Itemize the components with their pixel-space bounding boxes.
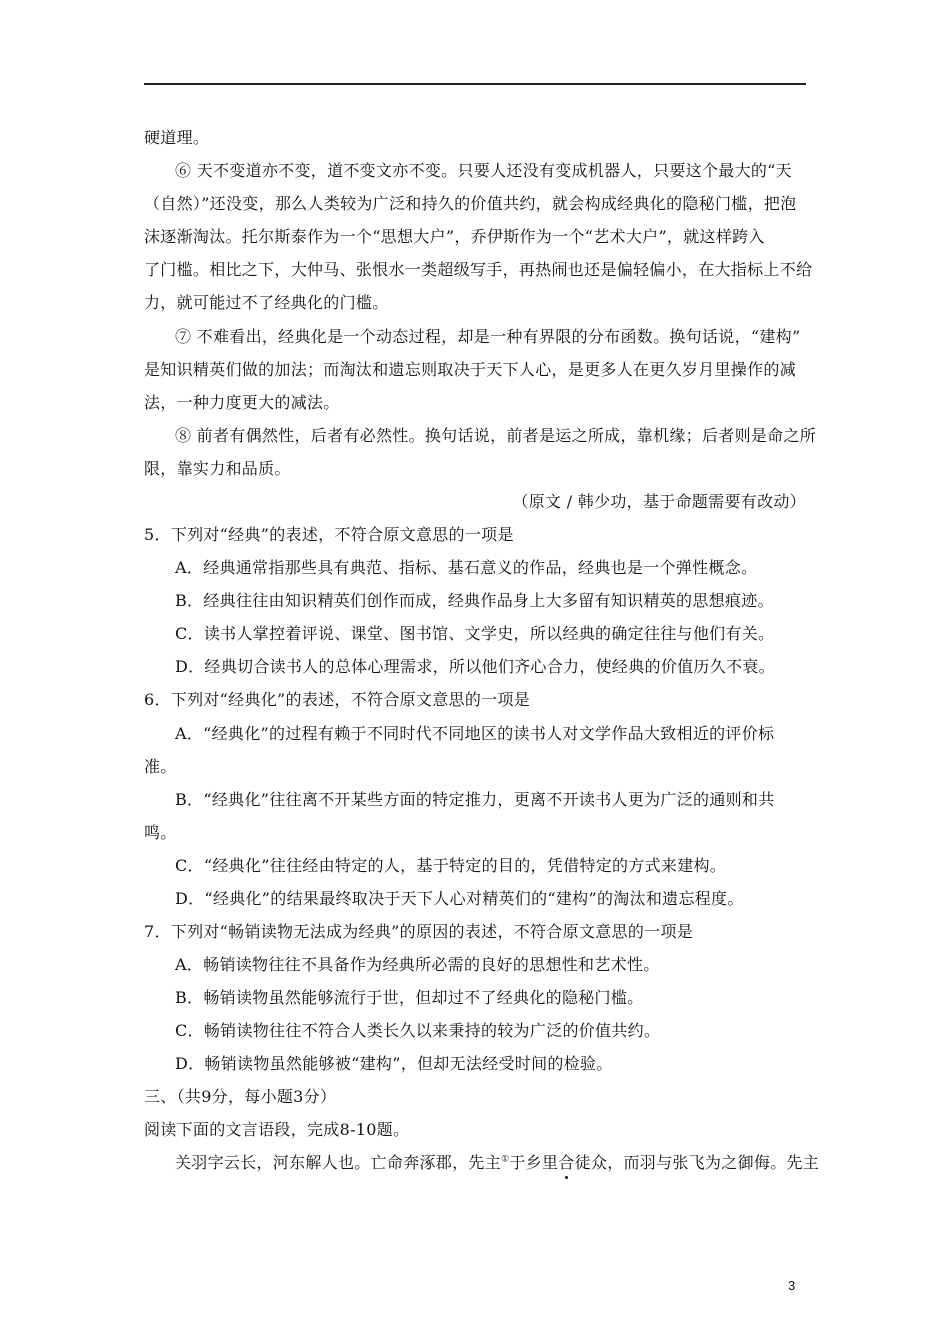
classical-text-line1 <box>175 1153 819 1173</box>
q5-option-a: A．经典通常指那些具有典范、指标、基石意义的作品，经典也是一个弹性概念。 <box>175 558 758 577</box>
q6-option-a-line1: A．“经典化”的过程有赖于不同时代不同地区的读书人对文学作品大致相近的评价标 <box>175 724 775 743</box>
q5-option-d: D．经典切合读书人的总体心理需求，所以他们齐心合力，使经典的价值历久不衰。 <box>175 657 775 676</box>
q6-option-a-line2: 准。 <box>144 757 177 776</box>
header-rule <box>144 83 806 85</box>
q6-option-b-line2: 鸣。 <box>144 823 177 842</box>
para6-line5: 力，就可能过不了经典化的门槛。 <box>144 293 389 312</box>
para6-line3: 沫逐渐淘汰。托尔斯泰作为一个“思想大户”，乔伊斯作为一个“艺术大户”，就这样跨入 <box>144 227 765 246</box>
classical-text-c: 徒众，而羽与张飞为之御侮。先主 <box>574 1153 820 1172</box>
classical-text-a: 关羽字云长，河东解人也。亡命奔涿郡，先主 <box>175 1153 502 1172</box>
q7-option-c: C．畅销读物往往不符合人类长久以来秉持的较为广泛的价值共约。 <box>175 1021 661 1040</box>
q7-option-d: D．畅销读物虽然能够被“建构”，但却无法经受时间的检验。 <box>175 1054 613 1073</box>
q5-option-c: C．读书人掌控着评说、课堂、图书馆、文学史，所以经典的确定往往与他们有关。 <box>175 624 775 643</box>
section-3-header: 三、（共9分，每小题3分） <box>144 1087 337 1106</box>
para6-line2: （自然）”还没变，那么人类较为广泛和持久的价值共约，就会构成经典化的隐秘门槛，把泡 <box>144 194 797 213</box>
q6-option-d: D．“经典化”的结果最终取决于天下人心对精英们的“建构”的淘汰和遗忘程度。 <box>175 889 744 908</box>
para6-line1: ⑥ 天不变道亦不变，道不变文亦不变。只要人还没有变成机器人，只要这个最大的“天 <box>175 161 792 180</box>
q6-stem: 6．下列对“经典化”的表述，不符合原文意思的一项是 <box>144 690 531 709</box>
paragraph-end: 硬道理。 <box>144 128 210 147</box>
para7-line2: 是知识精英们做的加法；而淘汰和遗忘则取决于天下人心，是更多人在更久岁月里操作的减 <box>144 360 797 379</box>
classical-text-b: 于乡里 <box>509 1153 559 1172</box>
q6-option-b-line1: B．“经典化”往往离不开某些方面的特定推力，更离不开读书人更为广泛的通则和共 <box>175 790 775 809</box>
para7-line1: ⑦ 不难看出，经典化是一个动态过程，却是一种有界限的分布函数。换句话说，“建构” <box>175 327 801 346</box>
footnote-marker: ① <box>501 1154 510 1165</box>
q7-stem: 7．下列对“畅销读物无法成为经典”的原因的表述，不符合原文意思的一项是 <box>144 922 694 941</box>
q6-option-c: C．“经典化”往往经由特定的人，基于特定的目的，凭借特定的方式来建构。 <box>175 856 727 875</box>
q7-option-b: B．畅销读物虽然能够流行于世，但却过不了经典化的隐秘门槛。 <box>175 988 644 1007</box>
emphasis-dotted-char: 合 <box>558 1153 575 1172</box>
q5-option-b: B．经典往往由知识精英们创作而成，经典作品身上大多留有知识精英的思想痕迹。 <box>175 591 774 610</box>
page-number: 3 <box>788 1278 796 1293</box>
para8-line1: ⑧ 前者有偶然性，后者有必然性。换句话说，前者是运之所成，靠机缘；后者则是命之所 <box>175 426 817 445</box>
para8-line2: 限，靠实力和品质。 <box>144 459 291 478</box>
q7-option-a: A．畅销读物往往不具备作为经典所必需的良好的思想性和艺术性。 <box>175 955 660 974</box>
source-citation: （原文 / 韩少功，基于命题需要有改动） <box>512 492 806 511</box>
para6-line4: 了门槛。相比之下，大仲马、张恨水一类超级写手，再热闹也还是偏轻偏小，在大指标上不给 <box>144 260 813 279</box>
section-3-instruction: 阅读下面的文言语段，完成8-10题。 <box>144 1120 410 1139</box>
q5-stem: 5．下列对“经典”的表述，不符合原文意思的一项是 <box>144 525 514 544</box>
para7-line3: 法，一种力度更大的减法。 <box>144 393 340 412</box>
